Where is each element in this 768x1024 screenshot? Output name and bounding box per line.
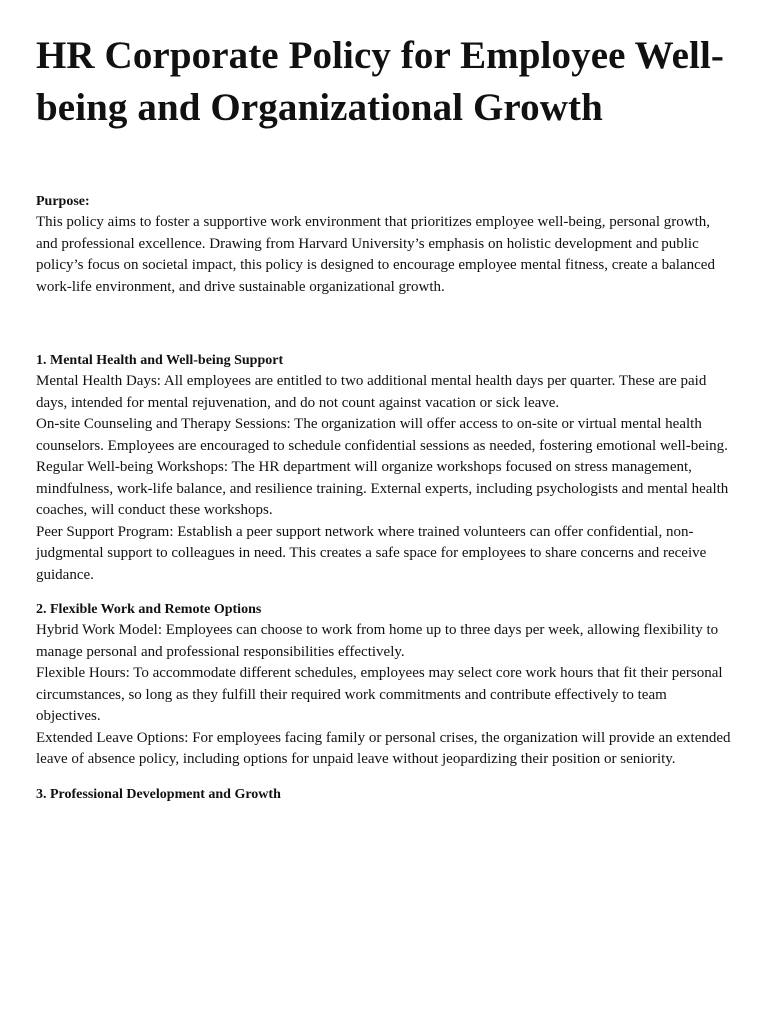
paragraph-mental-health-days: Mental Health Days: All employees are entitled to two additional mental health days per quarter. These are paid days, intended for mental rejuvenation, and do not count against vacation or sick leave. — [36, 373, 707, 411]
paragraph-peer-support: Peer Support Program: Establish a peer support network where trained volunteers can offer confidential, non-judgmental support to colleagues in need. This creates a safe space for employees to share concerns and receive guidance. — [36, 523, 707, 583]
document-title: HR Corporate Policy for Employee Well-being and Organizational Growth — [36, 34, 724, 129]
section-heading-professional-development: 3. Professional Development and Growth — [36, 786, 281, 802]
paragraph-workshops: Regular Well-being Workshops: The HR department will organize workshops focused on stress management, mindfulness, work-life balance, and resilience training. External experts, including psychologists and mental health coaches, will conduct these workshops. — [36, 459, 729, 518]
paragraph-counseling: On-site Counseling and Therapy Sessions: The organization will offer access to on-site or virtual mental health counselors. Employees are encouraged to schedule confidential sessions as needed, fostering emotional well-being. — [36, 416, 728, 454]
section-heading-mental-health: 1. Mental Health and Well-being Support — [36, 353, 284, 368]
purpose-label: Purpose: — [36, 194, 90, 209]
paragraph-flexible-hours: Flexible Hours: To accommodate different schedules, employees may select core work hours that fit their personal circumstances, so long as they fulfill their required work commitments and contribute effectively to team objectives. — [36, 665, 723, 724]
paragraph-hybrid-work: Hybrid Work Model: Employees can choose to work from home up to three days per week, allowing flexibility to manage personal and professional responsibilities effectively. — [36, 622, 719, 660]
purpose-paragraph: This policy aims to foster a supportive work environment that prioritizes employee well-being, personal growth, and professional excellence. Drawing from Harvard University’s emphasis on holistic development and public policy’s focus on societal impact, this policy is designed to encourage employee mental fitness, create a balanced work-life environment, and drive sustainable organizational growth. — [36, 214, 715, 295]
section-heading-flexible-work: 2. Flexible Work and Remote Options — [36, 602, 262, 617]
paragraph-extended-leave: Extended Leave Options: For employees facing family or personal crises, the organization will provide an extended leave of absence policy, including options for unpaid leave without jeopardizing their position or seniority. — [36, 729, 731, 767]
